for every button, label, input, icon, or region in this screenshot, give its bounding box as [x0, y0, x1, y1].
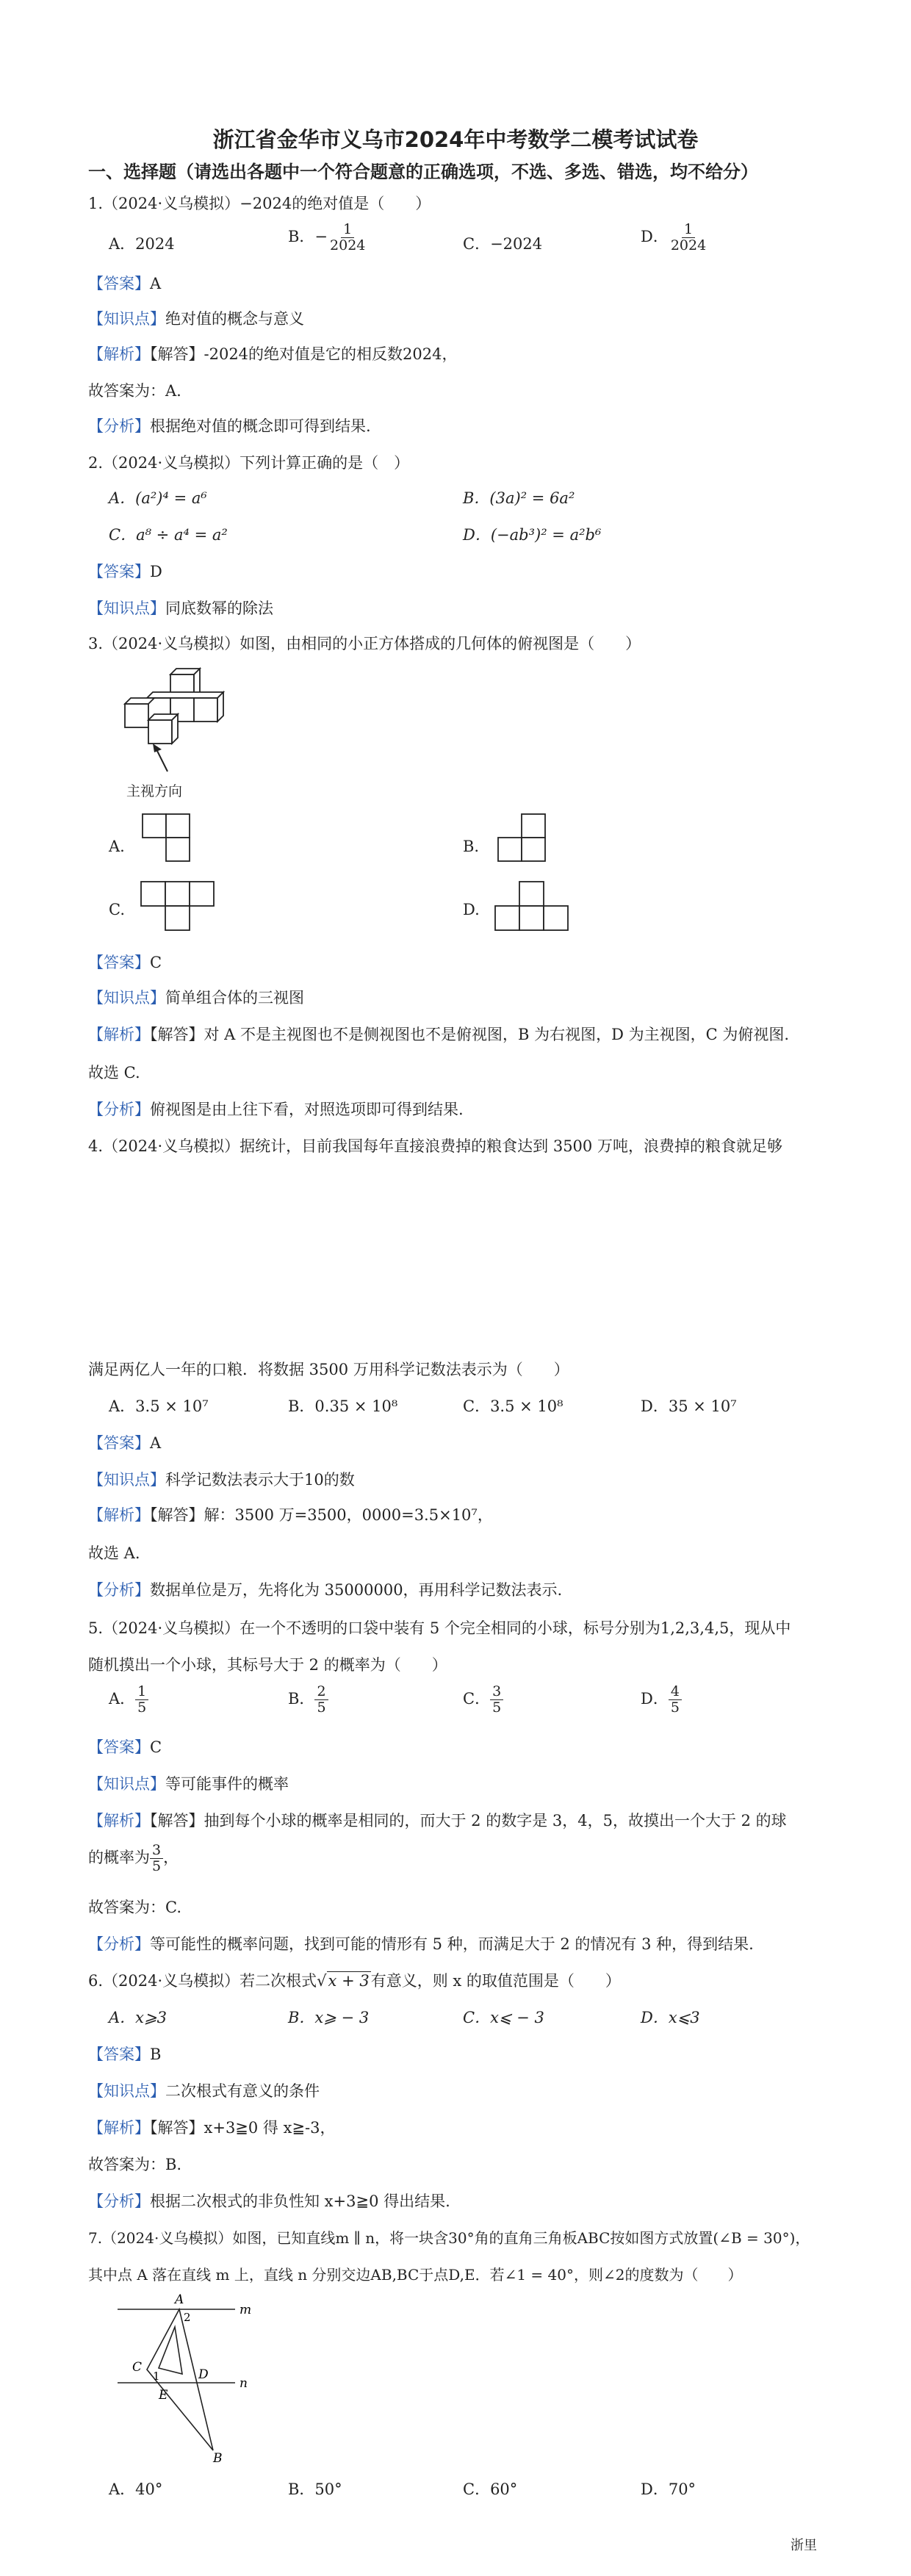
q5-option-a: A． $\frac{1}{5}$ [109, 1684, 148, 1716]
q5-analysis-line-1: 【解析】【解答】抽到每个小球的概率是相同的，而大于 2 的数字是 3，4，5，故摸出一个大于 2 的球 [88, 1812, 787, 1830]
q2-option-d: D．(−ab³)² = a²b⁶ [463, 526, 602, 544]
q6-analysis: 【解析】【解答】x+3≧0 得 x≧-3， [88, 2119, 336, 2137]
q3-option-a: A. [109, 838, 125, 855]
question-7-stem-line-2: 其中点 A 落在直线 m 上，直线 n 分别交边AB,BC于点D,E．若∠1 = 40°，则∠2的度数为（ ） [88, 2266, 743, 2284]
q6-option-b: B．x⩾ − 3 [288, 2009, 370, 2026]
q5-knowledge: 【知识点】等可能事件的概率 [88, 1775, 289, 1793]
q4-knowledge: 【知识点】科学记数法表示大于10的数 [88, 1471, 355, 1489]
label-d: D [198, 2367, 209, 2382]
question-4-stem-line-1: 4.（2024·义乌模拟）据统计，目前我国每年直接浪费掉的粮食达到 3500 万吨，浪费掉的粮食就足够 [88, 1137, 782, 1155]
q5-option-d: D． $\frac{4}{5}$ [641, 1684, 682, 1716]
label-c: C [132, 2360, 143, 2375]
question-1-stem: 1.（2024·义乌模拟）−2024的绝对值是（ ） [88, 195, 431, 212]
q3-option-c-figure [140, 876, 220, 935]
question-4-stem-line-2: 满足两亿人一年的口粮．将数据 3500 万用科学记数法表示为（ ） [88, 1361, 569, 1378]
q1-summary: 【分析】根据绝对值的概念即可得到结果. [88, 417, 371, 435]
q3-conclusion: 故选 C. [88, 1064, 140, 1082]
q5-answer: 【答案】C [88, 1738, 162, 1756]
q5-summary: 【分析】等可能性的概率问题，找到可能的情形有 5 种，而满足大于 2 的情况有 3 种，得到结果. [88, 1935, 754, 1953]
q6-conclusion: 故答案为：B. [88, 2156, 182, 2173]
q3-knowledge: 【知识点】简单组合体的三视图 [88, 989, 304, 1007]
q3-answer: 【答案】C [88, 954, 162, 971]
q3-option-b-figure [497, 807, 555, 866]
q1-option-d: D． $\frac{1}{2024}$ [641, 221, 707, 253]
q5-analysis-line-2: 的概率为 $\frac{3}{5}$ ， [88, 1842, 179, 1874]
q4-conclusion: 故选 A. [88, 1544, 140, 1562]
q5-conclusion: 故答案为：C. [88, 1899, 181, 1916]
q6-summary: 【分析】根据二次根式的非负性知 x+3≧0 得出结果. [88, 2192, 450, 2210]
view-arrow [156, 748, 168, 771]
label-e: E [159, 2388, 168, 2403]
question-2-stem: 2.（2024·义乌模拟）下列计算正确的是（ ） [88, 454, 410, 472]
q3-summary: 【分析】俯视图是由上往下看，对照选项即可得到结果. [88, 1101, 464, 1118]
q3-option-d-figure [494, 876, 575, 935]
q4-answer: 【答案】A [88, 1434, 162, 1452]
q4-summary: 【分析】数据单位是万，先将化为 35000000，再用科学记数法表示. [88, 1581, 563, 1599]
q2-knowledge: 【知识点】同底数幂的除法 [88, 600, 273, 617]
q7-option-a: A．40° [109, 2480, 163, 2498]
q7-option-d: D．70° [641, 2480, 696, 2498]
triangle-figure [110, 2289, 272, 2465]
q1-conclusion: 故答案为：A. [88, 382, 181, 400]
q3-option-b: B. [463, 838, 480, 855]
section-heading: 一、选择题（请选出各题中一个符合题意的正确选项，不选、多选、错选，均不给分） [88, 162, 758, 182]
q5-option-c: C． $\frac{3}{5}$ [463, 1684, 503, 1716]
footer-mark: 浙里 [791, 2538, 817, 2553]
q4-option-d: D．35 × 10⁷ [641, 1397, 737, 1415]
q2-option-a: A．(a²)⁴ = a⁶ [109, 489, 207, 507]
q2-option-c: C．a⁸ ÷ a⁴ = a² [109, 526, 228, 544]
cube-stack-figure [110, 661, 242, 779]
q4-analysis: 【解析】【解答】解：3500 万=3500，0000=3.5×10⁷， [88, 1506, 493, 1524]
question-5-stem-line-1: 5.（2024·义乌模拟）在一个不透明的口袋中装有 5 个完全相同的小球，标号分别为1,2,3,4,5，现从中 [88, 1619, 791, 1637]
q4-option-c: C．3.5 × 10⁸ [463, 1397, 563, 1415]
q4-option-b: B．0.35 × 10⁸ [288, 1397, 398, 1415]
question-7-stem-line-1: 7.（2024·义乌模拟）如图，已知直线m ∥ n，将一块含30°角的直角三角板ABC按如图方式放置(∠B = 30°)， [88, 2229, 810, 2247]
question-5-stem-line-2: 随机摸出一个小球，其标号大于 2 的概率为（ ） [88, 1656, 447, 1674]
q2-option-b: B．(3a)² = 6a² [463, 489, 575, 507]
angle-2-label: 2 [184, 2311, 191, 2324]
q6-option-d: D．x⩽3 [641, 2009, 700, 2026]
q1-option-c: C．−2024 [463, 235, 543, 253]
question-6-stem: 6.（2024·义乌模拟）若二次根式√x + 3有意义，则 x 的取值范围是（ ） [88, 1972, 621, 1990]
q3-option-c: C. [109, 901, 125, 918]
q6-knowledge: 【知识点】二次根式有意义的条件 [88, 2082, 320, 2100]
page-title: 浙江省金华市义乌市2024年中考数学二模考试试卷 [212, 127, 699, 152]
q1-analysis: 【解析】【解答】-2024的绝对值是它的相反数2024， [88, 345, 458, 363]
q5-option-b: B． $\frac{2}{5}$ [288, 1684, 328, 1716]
q7-option-c: C．60° [463, 2480, 518, 2498]
angle-1-label: 1 [153, 2370, 160, 2383]
question-3-stem: 3.（2024·义乌模拟）如图，由相同的小正方体搭成的几何体的俯视图是（ ） [88, 635, 641, 652]
q1-option-b: B．− $\frac{1}{2024}$ [288, 221, 366, 253]
q6-option-a: A．x⩾3 [109, 2009, 167, 2026]
q7-option-b: B．50° [288, 2480, 342, 2498]
q1-option-a: A．2024 [109, 235, 175, 253]
q3-figure-label: 主视方向 [126, 783, 183, 799]
label-a: A [175, 2292, 184, 2307]
q3-option-d: D. [463, 901, 480, 918]
q1-knowledge: 【知识点】绝对值的概念与意义 [88, 310, 304, 328]
q1-answer: 【答案】A [88, 275, 162, 292]
label-b: B [213, 2451, 223, 2465]
q6-answer: 【答案】B [88, 2046, 162, 2063]
label-n: n [240, 2376, 248, 2391]
q2-answer: 【答案】D [88, 563, 162, 580]
q6-option-c: C．x⩽ − 3 [463, 2009, 544, 2026]
label-m: m [240, 2303, 252, 2317]
q3-analysis: 【解析】【解答】对 A 不是主视图也不是侧视图也不是俯视图，B 为右视图，D 为主视图，C 为俯视图. [88, 1026, 790, 1043]
q4-option-a: A．3.5 × 10⁷ [109, 1397, 209, 1415]
q3-option-a-figure [141, 807, 200, 866]
